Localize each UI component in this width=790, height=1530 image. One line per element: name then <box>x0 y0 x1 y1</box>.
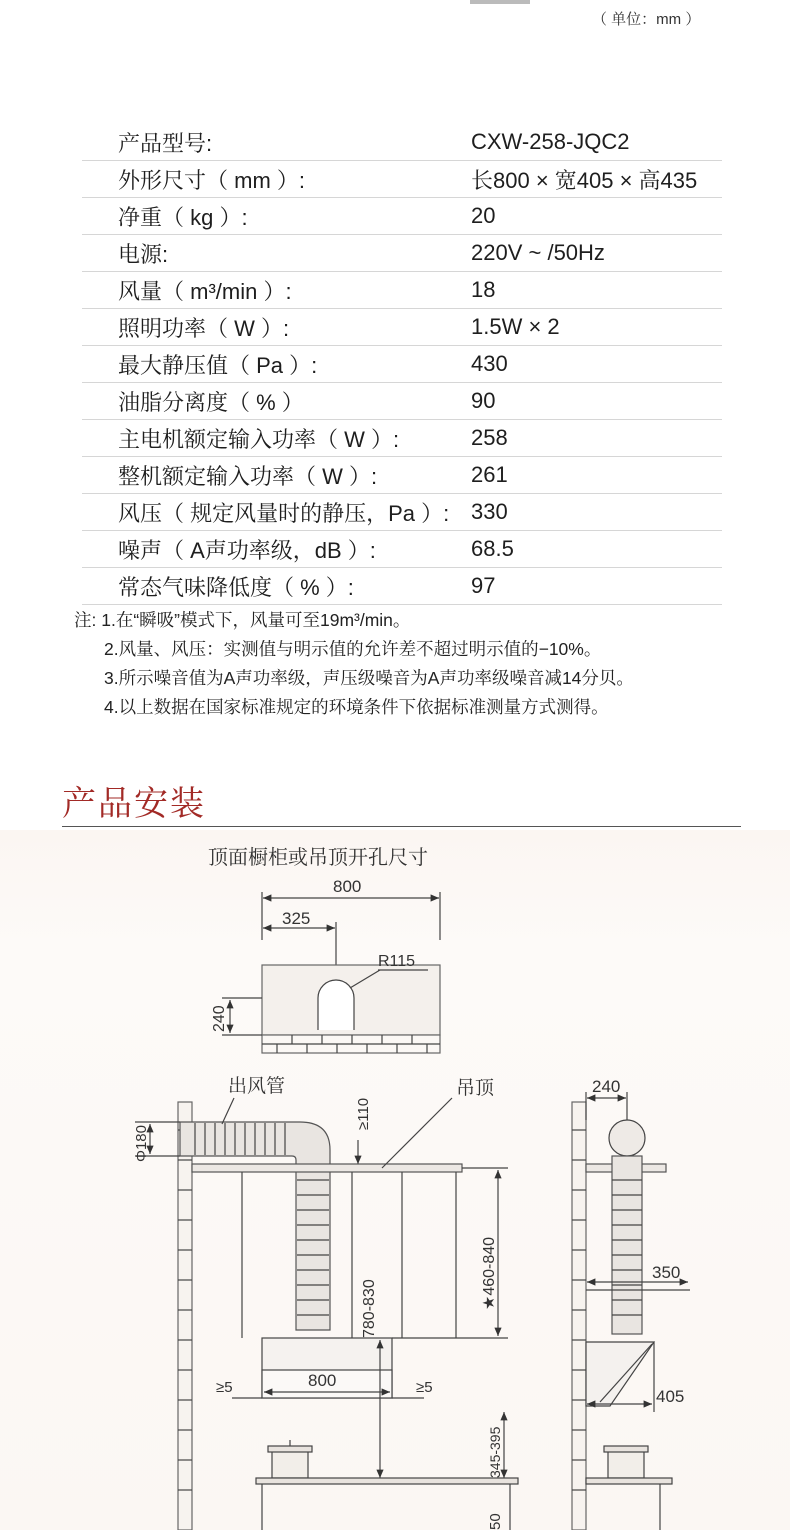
spec-value: 20 <box>471 203 496 228</box>
side-duct-outlet <box>609 1120 645 1156</box>
spec-label: 最大静压值（ Pa ）: <box>118 352 318 378</box>
spec-label: 噪声（ A声功率级，dB ）: <box>118 537 376 563</box>
label-duct: 出风管 <box>228 1076 286 1097</box>
dim-ge110: ≥110 <box>355 1097 372 1130</box>
spec-label: 整机额定输入功率（ W ）: <box>118 463 378 489</box>
note-line: 2.风量、风压：实测值与明示值的允许差不超过明示值的−10%。 <box>104 639 602 659</box>
side-countertop <box>586 1478 672 1484</box>
spec-value: CXW-258-JQC2 <box>471 129 630 154</box>
spec-value: 68.5 <box>471 536 514 561</box>
dim-ge5-left: ≥5 <box>216 1379 233 1396</box>
spec-value: 258 <box>471 425 508 450</box>
dim-phi180: Φ180 <box>133 1125 150 1162</box>
spec-row <box>82 235 722 272</box>
spec-row <box>82 494 722 531</box>
spec-row <box>82 383 722 420</box>
dim-240-left: 240 <box>211 1005 228 1032</box>
spec-value: 90 <box>471 388 496 413</box>
spec-value: 长800 × 宽405 × 高435 <box>471 167 698 193</box>
pot <box>272 1450 308 1478</box>
spec-row <box>82 309 722 346</box>
spec-label: 主电机额定输入功率（ W ）: <box>118 426 400 452</box>
spec-row <box>82 272 722 309</box>
note-line: 4.以上数据在国家标准规定的环境条件下依据标准测量方式测得。 <box>104 697 609 717</box>
spec-row <box>82 124 722 161</box>
unit-note: （ 单位：mm ） <box>592 11 701 28</box>
dim-50: 50 <box>487 1513 504 1530</box>
spec-value: 1.5W × 2 <box>471 314 560 339</box>
dim-405: 405 <box>656 1387 685 1406</box>
spec-label: 产品型号: <box>118 130 213 156</box>
note-line: 3.所示噪音值为A声功率级，声压级噪音为A声功率级噪音减14分贝。 <box>104 668 634 688</box>
spec-row <box>82 420 722 457</box>
cutout-title: 顶面橱柜或吊顶开孔尺寸 <box>208 847 428 869</box>
dim-325: 325 <box>282 909 311 928</box>
dim-800-top: 800 <box>333 877 362 896</box>
spec-value: 97 <box>471 573 496 598</box>
spec-label: 油脂分离度（ % ） <box>118 389 304 415</box>
spec-value: 18 <box>471 277 496 302</box>
side-pot <box>608 1450 644 1478</box>
spec-label: 常态气味降低度（ % ）: <box>118 574 354 600</box>
dim-460-840: ★460-840 <box>481 1236 498 1310</box>
dim-ge5-right: ≥5 <box>416 1379 433 1396</box>
spec-row <box>82 457 722 494</box>
dim-345-395: 345-395 <box>487 1426 503 1478</box>
cutout-hole <box>318 980 354 1030</box>
dim-780-830: 780-830 <box>361 1279 378 1338</box>
spec-value: 220V ~ /50Hz <box>471 240 605 265</box>
dim-r115: R115 <box>378 953 416 970</box>
countertop <box>256 1478 518 1484</box>
dim-350: 350 <box>652 1263 681 1282</box>
spec-value: 330 <box>471 499 508 524</box>
spec-label: 电源: <box>118 241 169 267</box>
note-line: 注: 1.在“瞬吸”模式下，风量可至19m³/min。 <box>74 610 411 630</box>
dim-800-hood: 800 <box>308 1371 337 1390</box>
spec-label: 净重（ kg ）: <box>118 204 248 230</box>
spec-value: 430 <box>471 351 508 376</box>
label-ceiling: 吊顶 <box>456 1078 495 1099</box>
left-wall <box>178 1102 192 1530</box>
installation-diagram <box>0 830 790 1530</box>
spec-row <box>82 198 722 235</box>
spec-label: 照明功率（ W ）: <box>118 315 290 341</box>
notes <box>74 606 634 722</box>
spec-label: 风压（ 规定风量时的静压，Pa ）: <box>118 500 450 526</box>
spec-table <box>82 124 722 605</box>
ceiling <box>192 1164 462 1172</box>
spec-row <box>82 346 722 383</box>
section-title: 产品安装 <box>62 785 206 823</box>
section-divider <box>62 826 741 827</box>
dim-240-side: 240 <box>592 1077 621 1096</box>
side-wall <box>572 1102 586 1530</box>
spec-row <box>82 531 722 568</box>
side-duct <box>612 1156 642 1334</box>
spec-value: 261 <box>471 462 508 487</box>
spec-row <box>82 161 722 198</box>
side-hood <box>586 1342 654 1406</box>
spec-label: 外形尺寸（ mm ）: <box>118 167 305 193</box>
top-image-edge <box>470 0 530 4</box>
spec-label: 风量（ m³/min ）: <box>118 278 292 304</box>
spec-row <box>82 568 722 605</box>
